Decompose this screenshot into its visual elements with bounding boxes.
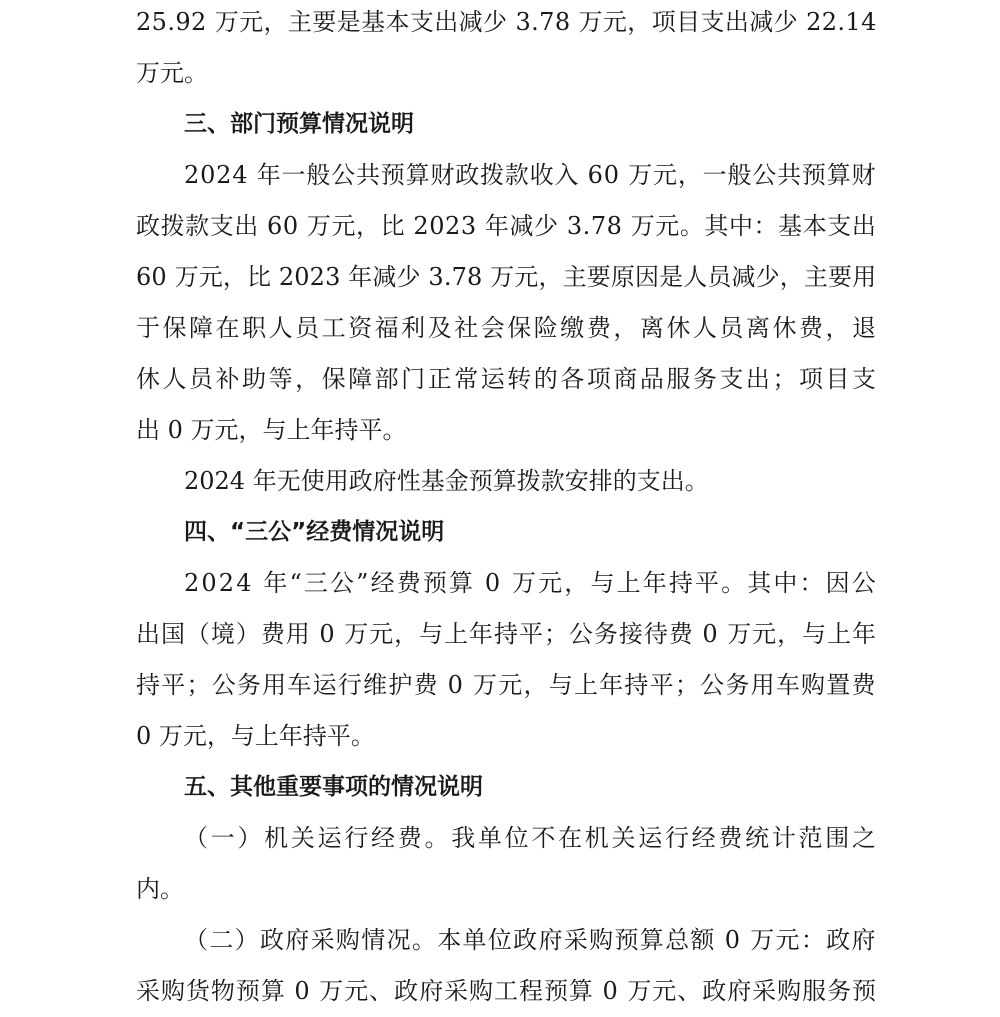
text-line: 休人员补助等，保障部门正常运转的各项商品服务支出；项目支 [136,365,879,393]
text-line: （二）政府采购情况。本单位政府采购预算总额 0 万元：政府 [184,926,877,954]
text-line: 2024 年一般公共预算财政拨款收入 60 万元，一般公共预算财 [184,161,877,189]
text-line: 0 万元，与上年持平。 [136,722,375,750]
text-line: 于保障在职人员工资福利及社会保险缴费，离休人员离休费，退 [136,314,879,342]
document-page [136,0,879,1017]
text-line: 采购货物预算 0 万元、政府采购工程预算 0 万元、政府采购服务预 [136,977,878,1005]
section-heading-5: 五、其他重要事项的情况说明 [184,774,483,800]
text-line: 万元。 [136,59,208,87]
text-line: （一）机关运行经费。我单位不在机关运行经费统计范围之 [184,824,879,852]
section-heading-4: 四、“三公”经费情况说明 [184,519,445,545]
text-line: 25.92 万元，主要是基本支出减少 3.78 万元，项目支出减少 22.14 [136,8,877,36]
section-heading-3: 三、部门预算情况说明 [184,111,414,137]
text-line: 2024 年无使用政府性基金预算拨款安排的支出。 [184,467,709,495]
text-line: 内。 [136,875,184,903]
text-line: 2024 年“三公”经费预算 0 万元，与上年持平。其中：因公 [184,569,878,597]
text-line: 出国（境）费用 0 万元，与上年持平；公务接待费 0 万元，与上年 [136,620,878,648]
text-line: 持平；公务用车运行维护费 0 万元，与上年持平；公务用车购置费 [136,671,877,699]
text-line: 60 万元，比 2023 年减少 3.78 万元，主要原因是人员减少，主要用 [136,263,877,291]
text-line: 出 0 万元，与上年持平。 [136,416,407,444]
text-line: 政拨款支出 60 万元，比 2023 年减少 3.78 万元。其中：基本支出 [136,212,877,240]
